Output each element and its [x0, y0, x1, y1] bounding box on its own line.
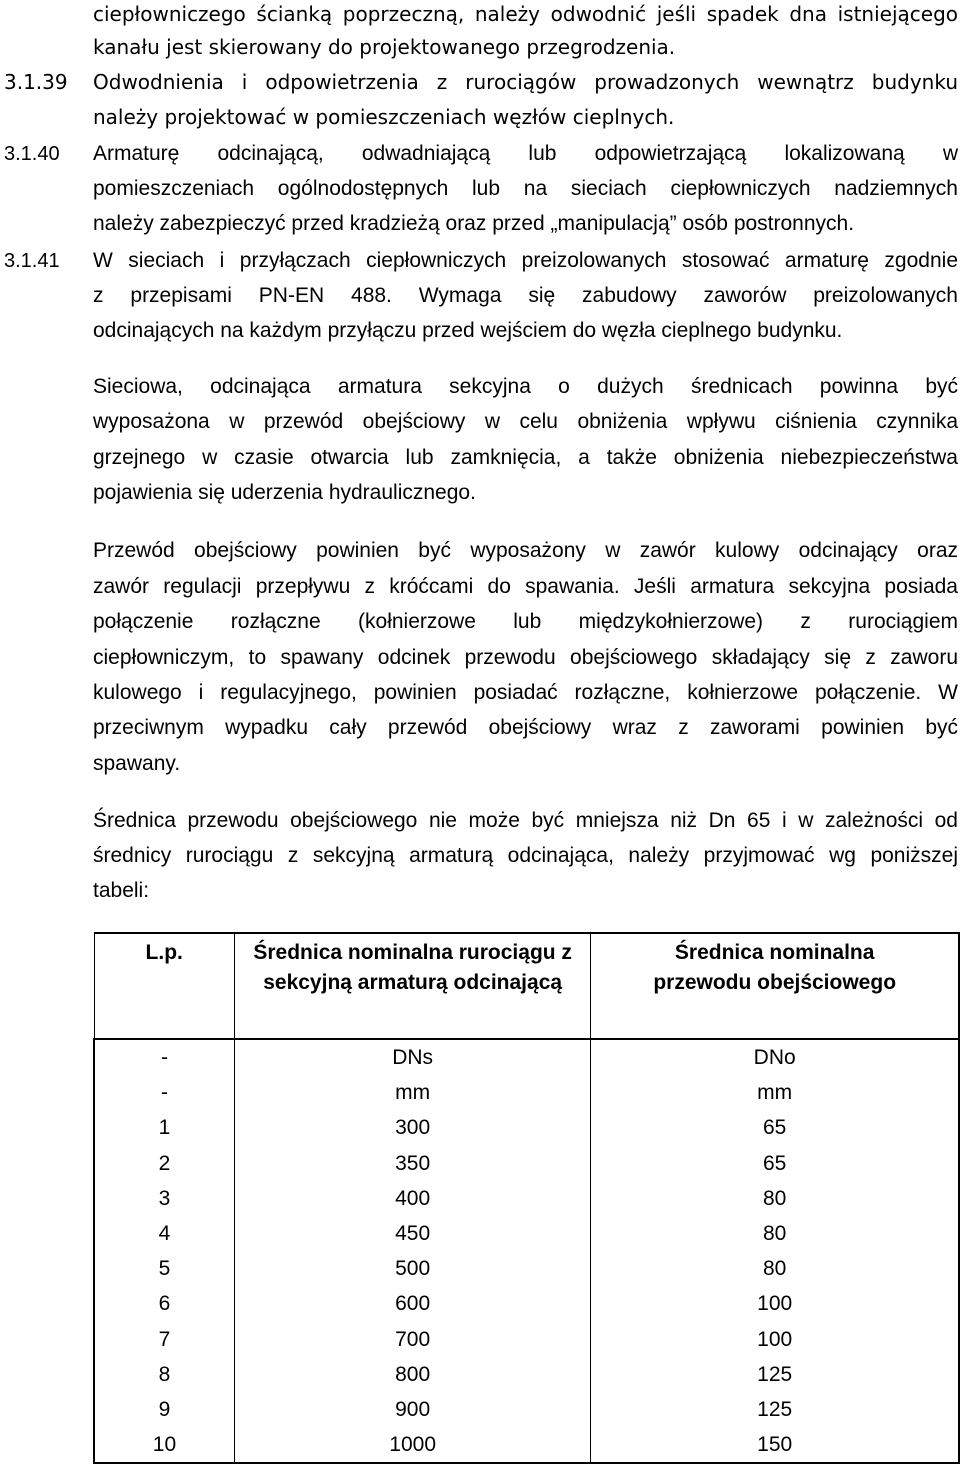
table-cell: mm	[591, 1075, 959, 1110]
table-cell: 80	[591, 1181, 959, 1216]
table-row	[94, 1075, 959, 1110]
paragraph-line: należy zabezpieczyć przed kradzieżą oraz przed „manipulacją” osób postronnych.	[93, 212, 855, 235]
table-cell: DNs	[234, 1039, 590, 1075]
table-cell: 1000	[234, 1427, 590, 1463]
table-cell: 450	[234, 1216, 590, 1251]
table-cell: 500	[234, 1251, 590, 1286]
table-row	[94, 1181, 959, 1216]
table-cell: 125	[591, 1357, 959, 1392]
paragraph-line: grzejnego w czasie otwarcia lub zamknięcia, a także obniżenia niebezpieczeństwa	[93, 446, 958, 469]
table-cell: 150	[591, 1427, 959, 1463]
paragraph-line: pomieszczeniach ogólnodostępnych lub na sieciach ciepłowniczych nadziemnych	[93, 177, 958, 200]
table-cell: 900	[234, 1392, 590, 1427]
paragraph-line: W sieciach i przyłączach ciepłowniczych preizolowanych stosować armaturę zgodnie	[93, 249, 958, 272]
table-cell: 5	[94, 1251, 234, 1286]
table-row	[94, 1251, 959, 1286]
table-row	[94, 1216, 959, 1251]
paragraph-line: Sieciowa, odcinająca armatura sekcyjna o dużych średnicach powinna być	[93, 375, 958, 398]
paragraph-line: zawór regulacji przepływu z króćcami do spawania. Jeśli armatura sekcyjna posiada	[93, 575, 958, 598]
table-cell: 700	[234, 1322, 590, 1357]
table-cell: -	[94, 1039, 234, 1075]
table-cell: 80	[591, 1251, 959, 1286]
table-cell: 800	[234, 1357, 590, 1392]
table-cell: 350	[234, 1146, 590, 1181]
paragraph-line: połączenie rozłączne (kołnierzowe lub międzykołnierzowe) z rurociągiem	[93, 610, 958, 633]
paragraph-line: Odwodnienia i odpowietrzenia z rurociągów prowadzonych wewnątrz budynku	[93, 70, 958, 94]
table-cell: DNo	[591, 1039, 959, 1075]
table-cell: 10	[94, 1427, 234, 1463]
table-row	[94, 1146, 959, 1181]
header-text: L.p.	[145, 941, 183, 964]
section-number: 3.1.41	[4, 250, 60, 272]
table-cell: 100	[591, 1322, 959, 1357]
header-text: Średnica nominalna rurociągu z	[253, 941, 572, 964]
paragraph-line: Przewód obejściowy powinien być wyposażony w zawór kulowy odcinający oraz	[93, 539, 958, 562]
table-cell: -	[94, 1075, 234, 1110]
section-number: 3.1.40	[4, 143, 60, 165]
paragraph-line: pojawienia się uderzenia hydraulicznego.	[93, 481, 476, 504]
table-cell: 80	[591, 1216, 959, 1251]
section-number: 3.1.39	[4, 70, 68, 94]
table-row	[94, 1286, 959, 1321]
table-header-bypass-diameter	[591, 933, 959, 1039]
table-cell: 6	[94, 1286, 234, 1321]
table-row	[94, 1039, 959, 1075]
table-header-row	[94, 933, 959, 1039]
table-row	[94, 1110, 959, 1145]
paragraph-line: średnicy rurociągu z sekcyjną armaturą odcinająca, należy przyjmować wg poniższej	[93, 844, 958, 867]
table-cell: 4	[94, 1216, 234, 1251]
table-cell: 65	[591, 1146, 959, 1181]
table-cell: 125	[591, 1392, 959, 1427]
table-cell: 600	[234, 1286, 590, 1321]
table-cell: 2	[94, 1146, 234, 1181]
paragraph-line: ciepłowniczym, to spawany odcinek przewodu obejściowego składający się z zaworu	[93, 646, 958, 669]
table-cell: 100	[591, 1286, 959, 1321]
paragraph-line: należy projektować w pomieszczeniach węzłów cieplnych.	[93, 105, 675, 129]
table-cell: 65	[591, 1110, 959, 1145]
table-cell: 7	[94, 1322, 234, 1357]
paragraph-line: Średnica przewodu obejściowego nie może być mniejsza niż Dn 65 i w zależności od	[93, 809, 958, 832]
table-header-pipe-diameter	[234, 933, 590, 1039]
paragraph-line: z przepisami PN-EN 488. Wymaga się zabudowy zaworów preizolowanych	[93, 284, 958, 307]
table-row	[94, 1392, 959, 1427]
table-cell: 8	[94, 1357, 234, 1392]
paragraph-line: odcinających na każdym przyłączu przed wejściem do węzła cieplnego budynku.	[93, 319, 843, 342]
table-body	[94, 1039, 959, 1463]
paragraph-line: przeciwnym wypadku cały przewód obejściowy wraz z zaworami powinien być	[93, 716, 958, 739]
table-cell: 3	[94, 1181, 234, 1216]
table-cell: 400	[234, 1181, 590, 1216]
table-row	[94, 1357, 959, 1392]
table-row	[94, 1322, 959, 1357]
paragraph-line: kulowego i regulacyjnego, powinien posiadać rozłączne, kołnierzowe połączenie. W	[93, 681, 958, 704]
table-cell: 300	[234, 1110, 590, 1145]
header-text: przewodu obejściowego	[653, 971, 897, 994]
paragraph-line: wyposażona w przewód obejściowy w celu obniżenia wpływu ciśnienia czynnika	[93, 410, 958, 433]
header-text: Średnica nominalna	[674, 941, 875, 964]
paragraph-line: tabeli:	[93, 879, 150, 902]
header-text: sekcyjną armaturą odcinającą	[263, 971, 563, 994]
diameter-table	[93, 932, 960, 1464]
paragraph-line: spawany.	[93, 752, 181, 775]
paragraph-line: ciepłowniczego ścianką poprzeczną, należy odwodnić jeśli spadek dna istniejącego	[93, 2, 958, 26]
table-cell: 9	[94, 1392, 234, 1427]
table-cell: mm	[234, 1075, 590, 1110]
table-header-lp	[94, 933, 234, 1039]
table-cell: 1	[94, 1110, 234, 1145]
paragraph-line: Armaturę odcinającą, odwadniającą lub odpowietrzającą lokalizowaną w	[93, 142, 958, 165]
paragraph-line: kanału jest skierowany do projektowanego przegrodzenia.	[93, 35, 676, 59]
